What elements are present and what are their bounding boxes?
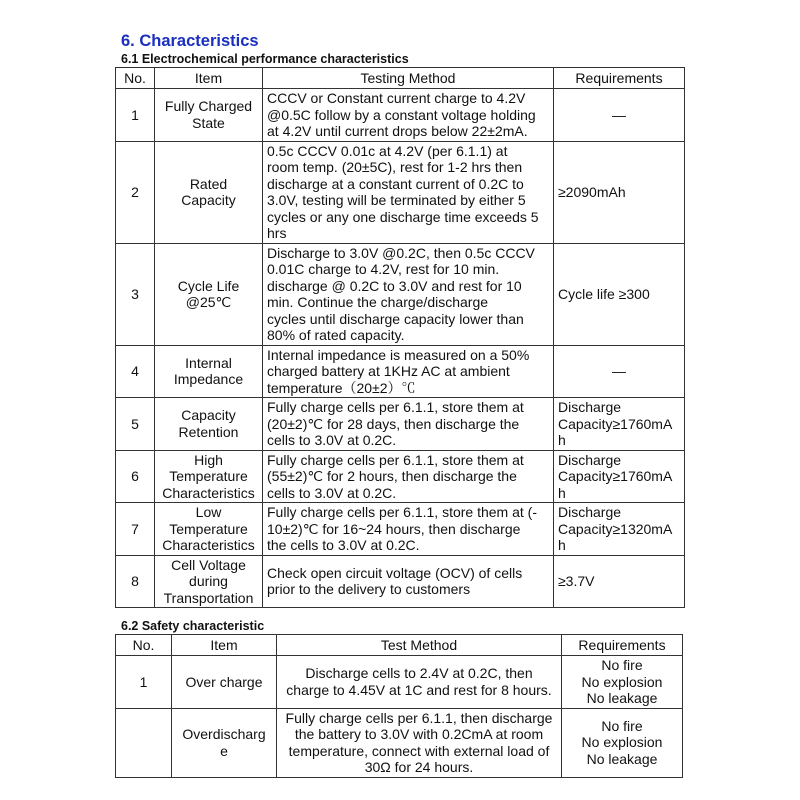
row-requirement: ≥3.7V: [554, 555, 685, 608]
row-item: High Temperature Characteristics: [155, 450, 263, 503]
row-item: Capacity Retention: [155, 398, 263, 451]
header-no: No.: [116, 635, 172, 656]
electrochemical-heading: 6.1 Electrochemical performance characteristics: [121, 52, 409, 66]
row-number: 8: [116, 555, 155, 608]
row-number: 5: [116, 398, 155, 451]
row-requirement: —: [554, 89, 685, 142]
table-row: [116, 450, 685, 503]
row-method: 0.5c CCCV 0.01c at 4.2V (per 6.1.1) at room temp. (20±5C), rest for 1-2 hrs then discharge at a constant current of 0.2C to 3.0V, testing will be terminated by either 5 cycles or any one discharge time exceeds 5 hrs: [263, 141, 554, 243]
row-item: Low Temperature Characteristics: [155, 503, 263, 556]
row-requirement: No fire No explosion No leakage: [562, 656, 683, 709]
row-item: Fully Charged State: [155, 89, 263, 142]
row-number: 6: [116, 450, 155, 503]
row-method: Fully charge cells per 6.1.1, store them at (- 10±2)℃ for 16~24 hours, then discharge the cells to 3.0V at 0.2C.: [263, 503, 554, 556]
row-requirement: —: [554, 345, 685, 398]
row-requirement: ≥2090mAh: [554, 141, 685, 243]
row-method: Discharge to 3.0V @0.2C, then 0.5c CCCV 0.01C charge to 4.2V, rest for 10 min. discharge @ 0.2C to 3.0V and rest for 10 min. Continue the charge/discharge cycles until discharge capacity lower than 80% of rated capacity.: [263, 243, 554, 345]
table-header-row: [116, 635, 683, 656]
row-item: Over charge: [172, 656, 277, 709]
row-requirement: Discharge Capacity≥1760mA h: [554, 398, 685, 451]
row-number: 1: [116, 89, 155, 142]
table-row: [116, 398, 685, 451]
table-row: [116, 89, 685, 142]
row-requirement: Discharge Capacity≥1320mA h: [554, 503, 685, 556]
electrochemical-table: [115, 67, 685, 608]
table-row: [116, 345, 685, 398]
row-requirement: No fire No explosion No leakage: [562, 708, 683, 777]
row-method: Check open circuit voltage (OCV) of cells prior to the delivery to customers: [263, 555, 554, 608]
table-row: [116, 141, 685, 243]
row-item: Cycle Life @25℃: [155, 243, 263, 345]
row-method: Fully charge cells per 6.1.1, store them at (20±2)℃ for 28 days, then discharge the cells to 3.0V at 0.2C.: [263, 398, 554, 451]
row-method: Fully charge cells per 6.1.1, store them at (55±2)℃ for 2 hours, then discharge the cells to 3.0V at 0.2C.: [263, 450, 554, 503]
table-row: [116, 708, 683, 777]
row-method: Fully charge cells per 6.1.1, then discharge the battery to 3.0V with 0.2CmA at room temperature, connect with external load of 30Ω for 24 hours.: [277, 708, 562, 777]
row-number: 7: [116, 503, 155, 556]
row-method: CCCV or Constant current charge to 4.2V @0.5C follow by a constant voltage holding at 4.2V until current drops below 22±2mA.: [263, 89, 554, 142]
row-requirement: Cycle life ≥300: [554, 243, 685, 345]
row-number: 1: [116, 656, 172, 709]
table-header-row: [116, 68, 685, 89]
header-requirements: Requirements: [554, 68, 685, 89]
table-row: [116, 656, 683, 709]
row-method: Internal impedance is measured on a 50% charged battery at 1KHz AC at ambient temperature（20±2）℃: [263, 345, 554, 398]
header-requirements: Requirements: [562, 635, 683, 656]
safety-heading: 6.2 Safety characteristic: [121, 619, 265, 633]
table-row: [116, 503, 685, 556]
header-item: Item: [155, 68, 263, 89]
row-item: Cell Voltage during Transportation: [155, 555, 263, 608]
table-row: [116, 555, 685, 608]
header-method: Test Method: [277, 635, 562, 656]
header-no: No.: [116, 68, 155, 89]
header-item: Item: [172, 635, 277, 656]
row-number: 4: [116, 345, 155, 398]
row-number: 3: [116, 243, 155, 345]
section-title: 6. Characteristics: [121, 32, 259, 50]
row-item: Overdischarg e: [172, 708, 277, 777]
table-row: [116, 243, 685, 345]
row-number: 2: [116, 141, 155, 243]
row-item: Internal Impedance: [155, 345, 263, 398]
safety-table: [115, 634, 683, 778]
row-item: Rated Capacity: [155, 141, 263, 243]
row-number: [116, 708, 172, 777]
header-method: Testing Method: [263, 68, 554, 89]
row-method: Discharge cells to 2.4V at 0.2C, then charge to 4.45V at 1C and rest for 8 hours.: [277, 656, 562, 709]
row-requirement: Discharge Capacity≥1760mA h: [554, 450, 685, 503]
